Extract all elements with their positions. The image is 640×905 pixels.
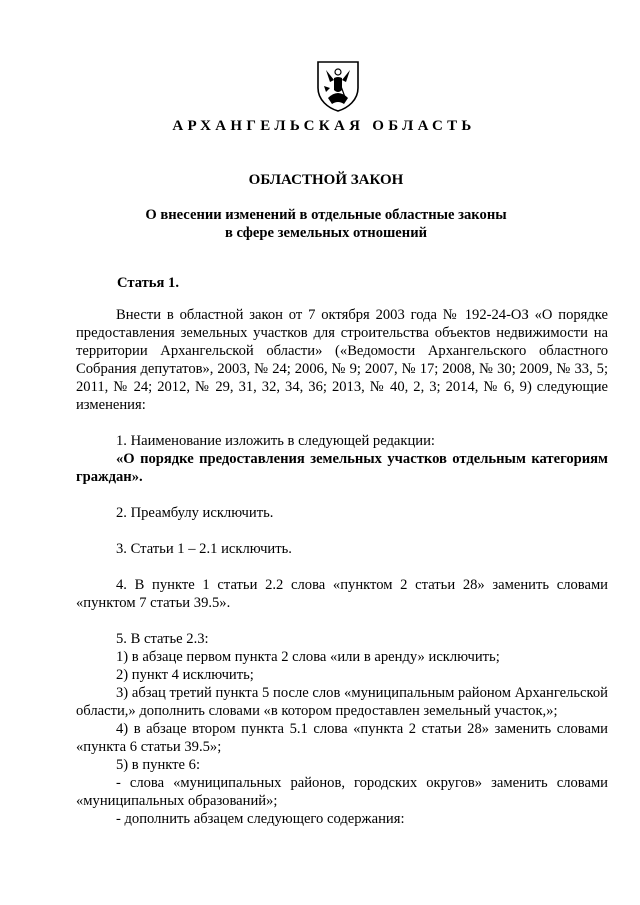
item-5-subitem-5-dash-b: - дополнить абзацем следующего содержания: [116,811,405,827]
article-heading: Статья 1. [117,275,179,291]
item-5-paragraph: 5. В статье 2.3: [116,631,209,647]
item-1-new-name-paragraph: «О порядке предоставления земельных участков отдельным категориям граждан». [76,451,608,485]
region-name: АРХАНГЕЛЬСКАЯ ОБЛАСТЬ [172,118,476,134]
coat-of-arms-icon [314,58,362,112]
law-title-line-1: О внесении изменений в отдельные областные законы [145,207,507,223]
item-5-subitem-5-dash-a: - слова «муниципальных районов, городских округов» заменить словами «муниципальных образований»; [76,775,608,809]
item-5-subitem-5: 5) в пункте 6: [116,757,201,773]
item-3-paragraph: 3. Статьи 1 – 2.1 исключить. [116,541,292,557]
item-4-paragraph: 4. В пункте 1 статьи 2.2 слова «пунктом 2 статьи 28» заменить словами «пунктом 7 статьи 39.5». [76,577,608,611]
item-1-paragraph: 1. Наименование изложить в следующей редакции: [116,433,435,449]
item-5-subitem-2: 2) пункт 4 исключить; [116,667,254,683]
item-5-subitem-1: 1) в абзаце первом пункта 2 слова «или в аренду» исключить; [116,649,500,665]
article-intro-paragraph: Внести в областной закон от 7 октября 2003 года № 192-24-ОЗ «О порядке предоставления земельных участков для строительства объектов недвижимости на территории Архангельской области» («Ведомости Архангельского областного Собрания депутатов», 2003, № 24; 2006, № 9; 2007, № 17; 2008, № 30; 2009, № 33, 5; 2011, № 24; 2012, № 29, 31, 32, 34, 36; 2013, № 40, 2, 3; 2014, № 6, 9) следующие изменения: [76,307,608,413]
item-5-subitem-4: 4) в абзаце втором пункта 5.1 слова «пункта 2 статьи 28» заменить словами «пункта 6 статьи 39.5»; [76,721,608,755]
item-2-paragraph: 2. Преамбулу исключить. [116,505,274,521]
law-title [0,206,640,242]
law-type-heading: ОБЛАСТНОЙ ЗАКОН [248,172,404,188]
article-body [76,306,608,828]
item-5-subitem-3: 3) абзац третий пункта 5 после слов «муниципальным районом Архангельской области,» дополнить словами «в котором предоставлен земельный участок,»; [76,685,608,719]
law-title-line-2: в сфере земельных отношений [224,225,428,241]
